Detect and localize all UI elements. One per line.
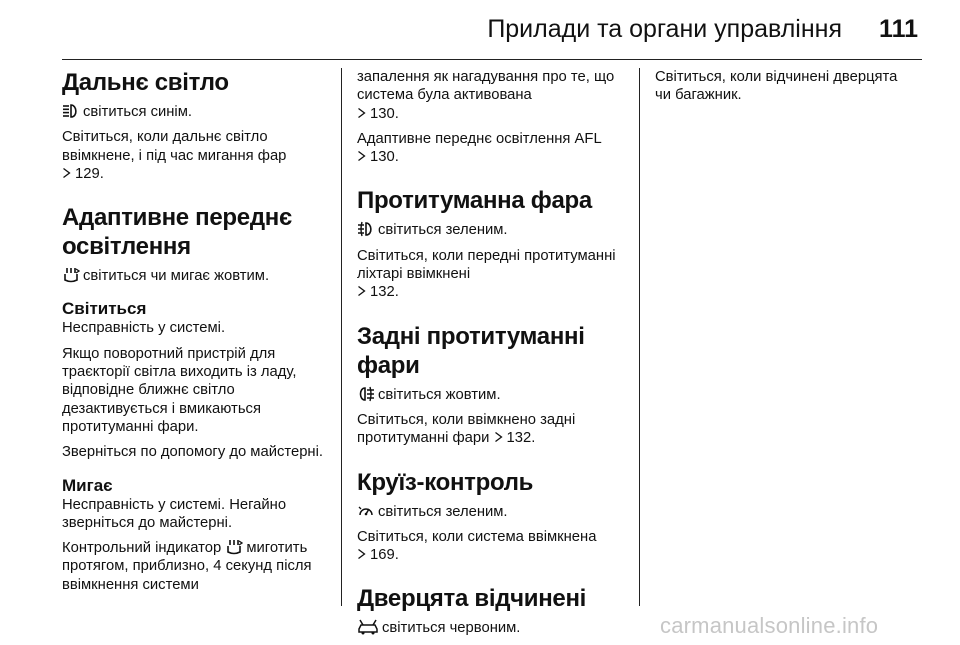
- cruise-description: [357, 528, 619, 565]
- afl-link-ref: 130.: [370, 149, 399, 166]
- column-1: [62, 68, 324, 601]
- door-open-icon: [357, 619, 379, 635]
- front-fog-light-icon: [357, 221, 375, 237]
- afl-flash-p2-after: миготить протягом, приблизно, 4 секунд після ввімкнення системи: [62, 540, 312, 593]
- fog-description-text: Світиться, коли передні протитуманні ліхтарі ввімкнені: [357, 247, 616, 283]
- afl-on-p2: Якщо поворотний пристрій для траєкторії світла виходить із ладу, відповідне ближнє світло дезактивується і вмикаються протитуманні фари.: [62, 345, 297, 435]
- afl-link-text: Адаптивне переднє освітлення AFL: [357, 130, 602, 147]
- cross-reference-icon: [494, 431, 503, 443]
- cruise-status-text: світиться зеленим.: [378, 503, 508, 520]
- rear-fog-status: [357, 386, 619, 404]
- header-title: Прилади та органи управління: [487, 15, 842, 43]
- fog-page-ref: 132.: [370, 284, 399, 301]
- section-title-cruise-control: Круїз-контроль: [357, 468, 534, 496]
- rear-fog-light-icon: [357, 386, 375, 402]
- cross-reference-icon: [357, 150, 366, 162]
- rear-fog-description-text: Світиться, коли ввімкнено задні протитуманні фари: [357, 411, 576, 447]
- rear-fog-page-ref: 132.: [506, 430, 536, 447]
- high-beam-status-text: світиться синім.: [83, 104, 193, 120]
- cruise-description-text: Світиться, коли система ввімкнена: [357, 528, 597, 545]
- fog-status-text: світиться зеленим.: [378, 222, 508, 239]
- afl-flash-p2-before: Контрольний індикатор: [62, 540, 222, 557]
- afl-continued-p1: [357, 68, 619, 123]
- cross-reference-icon: [357, 285, 366, 297]
- page-number: 111: [879, 15, 918, 43]
- adaptive-lighting-icon: [62, 267, 80, 283]
- cross-reference-icon: [357, 107, 366, 119]
- door-description: Світиться, коли відчинені дверцята чи багажник.: [655, 69, 898, 104]
- section-title-door-open: Дверцята відчинені: [357, 585, 587, 613]
- section-title-high-beam: Дальнє світло: [62, 69, 229, 96]
- section-title-rear-fog: Задні протитуманні фари: [357, 322, 585, 379]
- header-rule: [62, 59, 922, 60]
- column-3: [655, 68, 917, 112]
- watermark: carmanualsonline.info: [660, 613, 879, 638]
- afl-on-p3: Зверніться по допомогу до майстерні.: [62, 444, 324, 461]
- section-title-fog-light: Протитуманна фара: [357, 187, 592, 215]
- cross-reference-icon: [357, 548, 366, 560]
- column-divider-2: [639, 68, 640, 606]
- door-status: [357, 619, 619, 637]
- afl-flash-p2: [62, 539, 324, 594]
- fog-status: [357, 221, 619, 239]
- column-2: [357, 68, 619, 645]
- rear-fog-description: [357, 411, 619, 448]
- door-status-text: світиться червоним.: [382, 620, 521, 637]
- subsection-title-flashing: Мигає: [62, 475, 113, 495]
- afl-continued-text: запалення як нагадування про те, що система була активована: [357, 69, 615, 104]
- column-divider-1: [341, 68, 342, 606]
- rear-fog-status-text: світиться жовтим.: [378, 386, 501, 403]
- afl-status-text: світиться чи мигає жовтим.: [83, 268, 270, 285]
- high-beam-page-ref: 129.: [75, 165, 104, 182]
- afl-on-p1: Несправність у системі.: [62, 320, 226, 337]
- fog-description: [357, 247, 619, 302]
- afl-flash-p1: Несправність у системі. Негайно зверніться до майстерні.: [62, 496, 287, 531]
- afl-status: [62, 267, 324, 285]
- high-beam-description: [62, 128, 324, 183]
- section-title-afl: Адаптивне переднє освітлення: [62, 204, 292, 261]
- high-beam-icon: [62, 103, 80, 119]
- afl-continued-ref: 130.: [370, 105, 399, 122]
- subsection-title-on: Світиться: [62, 299, 147, 319]
- afl-continued-p2: [357, 130, 619, 167]
- high-beam-status: [62, 103, 324, 121]
- cruise-status: [357, 503, 619, 521]
- cruise-control-icon: [357, 503, 375, 519]
- cross-reference-icon: [62, 167, 71, 179]
- adaptive-lighting-icon: [225, 539, 243, 555]
- high-beam-description-text: Світиться, коли дальнє світло ввімкнене, і під час мигання фар: [62, 129, 287, 164]
- cruise-page-ref: 169.: [370, 547, 399, 564]
